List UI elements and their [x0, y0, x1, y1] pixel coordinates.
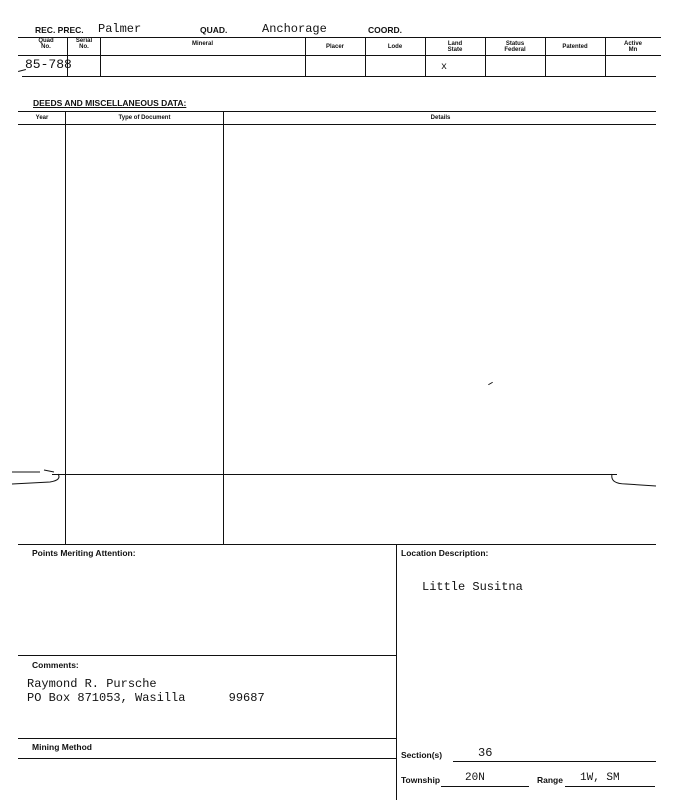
- comments-label: Comments:: [32, 660, 79, 670]
- deeds-title: DEEDS AND MISCELLANEOUS DATA:: [33, 98, 187, 108]
- section-label: Section(s): [401, 750, 443, 760]
- col-year: Year: [35, 115, 49, 121]
- coord-label: COORD.: [368, 25, 402, 35]
- scan-speck: [488, 382, 493, 385]
- col-details: Details: [430, 115, 451, 121]
- col-active-mn: Active Mn: [623, 41, 642, 53]
- location-value: Little Susitna: [422, 580, 523, 594]
- fold-curve-right: [608, 470, 658, 492]
- col-land-state: Land State: [447, 41, 463, 53]
- section-value: 36: [478, 746, 493, 760]
- quad-no-value: 85-788: [25, 57, 72, 72]
- township-label: Township: [401, 775, 441, 785]
- col-lode: Lode: [387, 44, 403, 50]
- col-mineral: Mineral: [191, 41, 213, 47]
- land-state-value: x: [441, 62, 448, 73]
- rec-prec-value: Palmer: [98, 22, 142, 36]
- comments-line-1: Raymond R. Pursche: [27, 677, 157, 691]
- fold-curve-left: [10, 460, 70, 490]
- points-label: Points Meriting Attention:: [32, 548, 136, 558]
- col-serial-no: Serial No.: [75, 38, 93, 50]
- mining-method-label: Mining Method: [32, 742, 92, 752]
- range-value: 1W, SM: [580, 772, 620, 784]
- col-type-of-document: Type of Document: [118, 115, 171, 121]
- col-status-federal: Status Federal: [504, 41, 526, 53]
- col-patented: Patented: [562, 44, 588, 50]
- fold-line: [52, 474, 617, 475]
- range-label: Range: [537, 775, 563, 785]
- township-value: 20N: [465, 772, 485, 784]
- rec-prec-label: REC. PREC.: [35, 25, 84, 35]
- quad-label: QUAD.: [200, 25, 228, 35]
- location-label: Location Description:: [401, 548, 489, 558]
- col-placer: Placer: [325, 44, 344, 50]
- comments-line-2: PO Box 871053, Wasilla 99687: [27, 691, 265, 705]
- quad-value: Anchorage: [262, 22, 327, 36]
- col-quad-no: Quad No.: [38, 38, 54, 50]
